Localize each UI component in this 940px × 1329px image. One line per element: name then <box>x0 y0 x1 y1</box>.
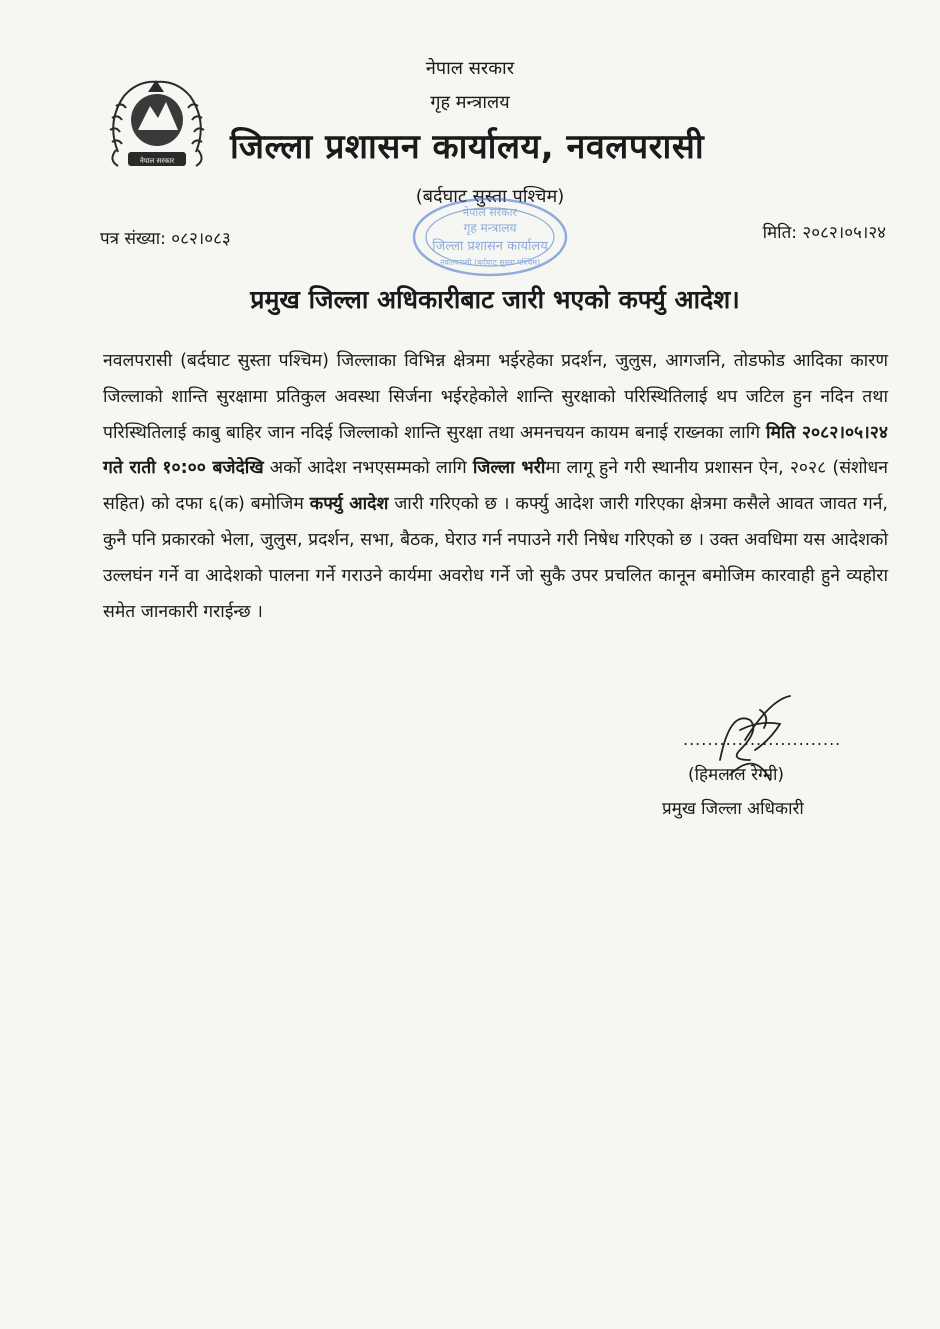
signer-name: (हिमलाल रेग्मी) <box>688 765 785 785</box>
nepal-emblem-icon <box>98 72 216 178</box>
government-name: नेपाल सरकार <box>425 58 515 79</box>
body-text-1: नवलपरासी (बर्दघाट सुस्ता पश्चिम) जिल्लाका विभिन्न क्षेत्रमा भईरहेका प्रदर्शन, जुलुस, आगजनि, तोडफोड आदिका कारण जिल्लाको शान्ति सुरक्षामा प्रतिकुल अवस्था सिर्जना भईरहेकोले शान्ति सुरक्षाको परिस्थितिलाई थप जटिल हुन नदिन तथा परिस्थितिलाई काबु बाहिर जान नदिई जिल्लाको शान्ति सुरक्षा तथा अमनचयन कायम बनाई राख्नका लागि <box>103 351 888 443</box>
stamp-line-2: गृह मन्त्रालय <box>463 221 517 235</box>
order-body <box>103 344 888 630</box>
emblem-banner-text: नेपाल सरकार <box>139 157 175 165</box>
signature-line: .......................... <box>683 730 842 749</box>
office-stamp-icon <box>410 196 570 278</box>
body-text-3: मा लागू हुने गरी स्थानीय प्रशासन ऐन, २०२८ (संशोधन सहित) को दफा ६(क) बमोजिम <box>103 458 888 515</box>
stamp-line-1: नेपाल सरकार <box>463 206 517 219</box>
signer-designation: प्रमुख जिल्ला अधिकारी <box>662 799 804 819</box>
body-text-4: जारी गरिएको छ । कर्फ्यु आदेश जारी गरिएका क्षेत्रमा कसैले आवत जावत गर्न, कुनै पनि प्रकारको भेला, जुलुस, प्रदर्शन, सभा, बैठक, घेराउ गर्न नपाउने गरी निषेध गरिएको छ । उक्त अवधिमा यस आदेशको उल्लघंन गर्ने वा आदेशको पालना गर्ने गराउने कार्यमा अवरोध गर्ने जो सुकै उपर प्रचलित कानून बमोजिम कारवाही हुने व्यहोरा समेत जानकारी गराईन्छ । <box>103 494 888 622</box>
order-title: प्रमुख जिल्ला अधिकारीबाट जारी भएको कर्फ्यु आदेश। <box>250 285 740 314</box>
sub-region: (बर्दघाट सुस्ता पश्चिम) <box>415 186 565 207</box>
stamp-line-4: नवलपरासी (बर्दघाट सुस्ता पश्चिम) <box>439 258 541 267</box>
ministry-name: गृह मन्त्रालय <box>430 92 510 113</box>
letter-date: मिति: २०८२।०५।२४ <box>762 223 886 243</box>
body-bold-curfew: कर्फ्यु आदेश <box>309 494 389 515</box>
letter-number: पत्र संख्या: ०८२।०८३ <box>100 229 231 249</box>
body-text-2: अर्को आदेश नभएसम्मको लागि <box>263 458 473 479</box>
body-bold-district: जिल्ला भरी <box>472 458 546 479</box>
stamp-line-3: जिल्ला प्रशासन कार्यालय <box>432 239 548 254</box>
body-bold-date: मिति २०८२।०५।२४ गते राती १०:०० बजेदेखि <box>103 422 888 479</box>
office-name: जिल्ला प्रशासन कार्यालय, नवलपरासी <box>230 127 705 167</box>
